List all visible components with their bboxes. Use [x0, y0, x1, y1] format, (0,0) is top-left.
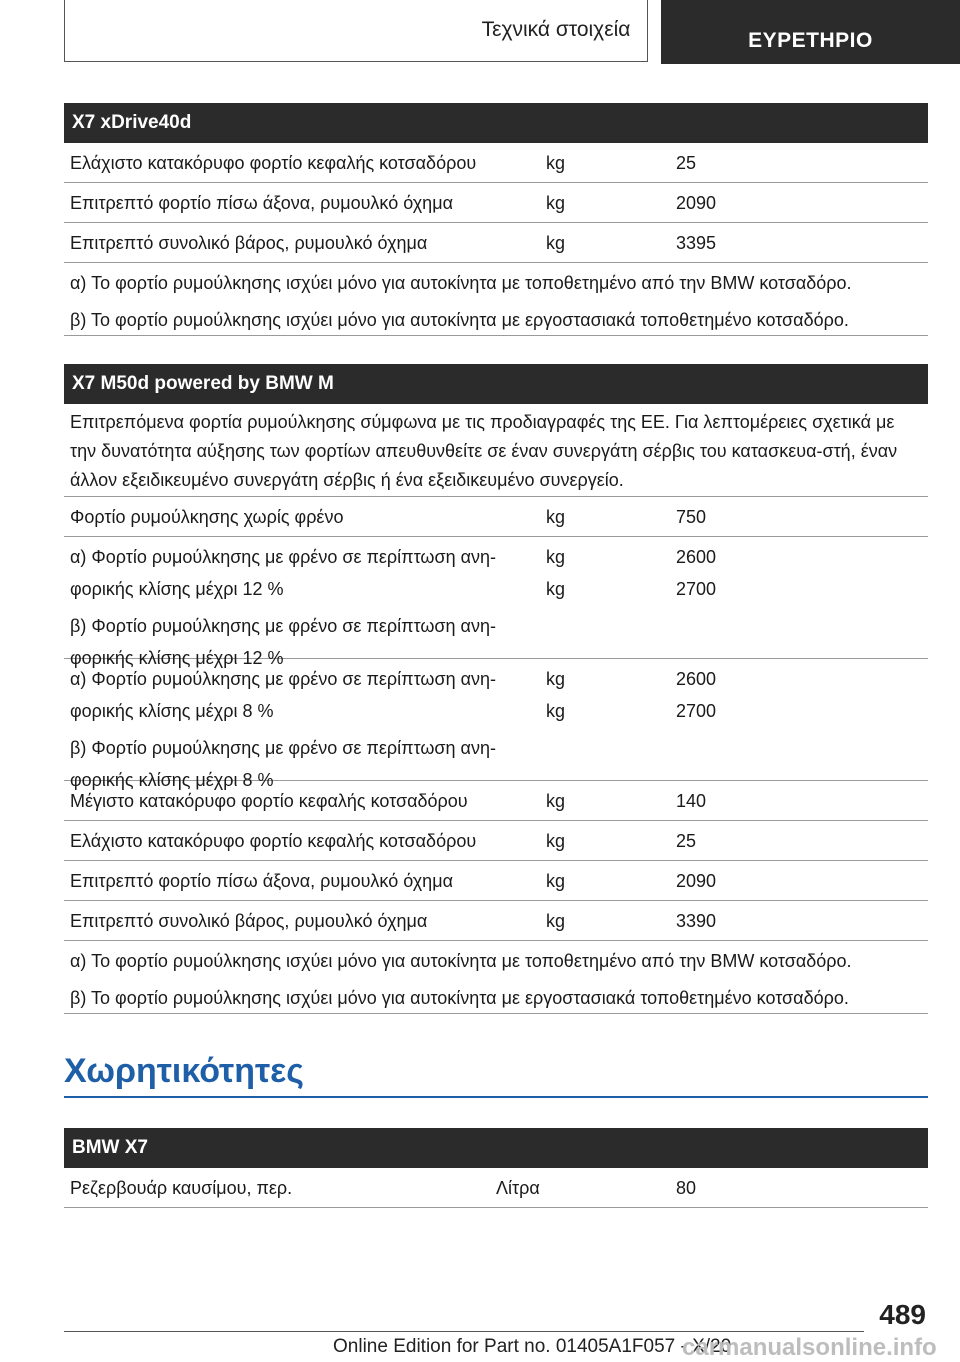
row-unit-a: kg [546, 547, 566, 567]
row-unit: kg [546, 507, 566, 527]
row-value-a: 2600 [676, 547, 717, 567]
table-row [64, 183, 928, 223]
edition-text: Online Edition for Part no. 01405A1F057 - X/20 [333, 1336, 732, 1357]
page-number: 489 [879, 1299, 926, 1330]
intro-row [64, 404, 928, 497]
row-label: Επιτρεπτό φορτίο πίσω άξονα, ρυμουλκό όχημα [70, 193, 453, 213]
row-label: Ρεζερβουάρ καυσίμου, περ. [70, 1178, 293, 1198]
row-value: 2090 [676, 871, 717, 891]
table-bmw-x7-capacities [64, 1128, 928, 1208]
table-row [64, 143, 928, 183]
row-label: Επιτρεπτό συνολικό βάρος, ρυμουλκό όχημα [70, 233, 428, 253]
intro-text: Επιτρεπόμενα φορτία ρυμούλκησης σύμφωνα με τις προδιαγραφές της ΕΕ. Για λεπτομέρειες σχετικά με την δυνατότητα αύξησης των φορτίων απευθυνθείτε σε έναν συνεργάτη σέρβις του κατασκευα-στή, έναν άλλον εξειδικευμένο συνεργάτη σέρβις ή ένα εξειδικευμένο συνεργείο. [70, 412, 898, 490]
row-label: Επιτρεπτό φορτίο πίσω άξονα, ρυμουλκό όχημα [70, 871, 453, 891]
table-row [64, 781, 928, 821]
footer-divider [64, 1331, 864, 1332]
row-label: Φορτίο ρυμούλκησης χωρίς φρένο [70, 507, 344, 527]
table-title: X7 M50d powered by BMW M [64, 364, 928, 404]
row-value: 3395 [676, 233, 717, 253]
tab-index-label: ΕΥΡΕΤΗΡΙΟ [748, 29, 873, 52]
row-unit-b: kg [546, 701, 566, 721]
row-value-b: 2700 [676, 579, 717, 599]
table-row [64, 821, 928, 861]
note-b: β) Το φορτίο ρυμούλκησης ισχύει μόνο για αυτοκίνητα με εργοστασιακά τοποθετημένο κοτσαδόρο. [70, 310, 849, 330]
section-divider [64, 1096, 928, 1098]
table-title: X7 xDrive40d [64, 103, 928, 143]
watermark: carmanualsonline.info [682, 1334, 937, 1361]
row-label-b: β) Φορτίο ρυμούλκησης με φρένο σε περίπτωση ανη-φορικής κλίσης μέχρι 8 % [70, 738, 496, 790]
row-unit: kg [546, 911, 566, 931]
notes-row [64, 263, 928, 336]
note-a: α) Το φορτίο ρυμούλκησης ισχύει μόνο για αυτοκίνητα με τοποθετημένο από την BMW κοτσαδόρο. [70, 951, 852, 971]
row-unit-b: kg [546, 579, 566, 599]
row-value-b: 2700 [676, 701, 717, 721]
row-label: Μέγιστο κατακόρυφο φορτίο κεφαλής κοτσαδόρου [70, 791, 468, 811]
row-unit: kg [546, 871, 566, 891]
table-row [64, 901, 928, 941]
row-unit: kg [546, 233, 566, 253]
row-label: Ελάχιστο κατακόρυφο φορτίο κεφαλής κοτσαδόρου [70, 153, 477, 173]
row-label-b: β) Φορτίο ρυμούλκησης με φρένο σε περίπτωση ανη-φορικής κλίσης μέχρι 12 % [70, 616, 496, 668]
table-x7-xdrive40d [64, 103, 928, 336]
tab-index[interactable] [661, 0, 960, 64]
row-unit-a: kg [546, 669, 566, 689]
table-title: BMW X7 [64, 1128, 928, 1168]
row-unit: kg [546, 831, 566, 851]
row-unit: kg [546, 153, 566, 173]
row-value-a: 2600 [676, 669, 717, 689]
tab-technical-data[interactable]: Τεχνικά στοιχεία [481, 18, 631, 41]
notes-row [64, 941, 928, 1014]
section-heading-capacities: Χωρητικότητες [64, 1052, 304, 1090]
row-label: Ελάχιστο κατακόρυφο φορτίο κεφαλής κοτσαδόρου [70, 831, 477, 851]
row-value: 750 [676, 507, 707, 527]
row-label: Επιτρεπτό συνολικό βάρος, ρυμουλκό όχημα [70, 911, 428, 931]
table-row [64, 861, 928, 901]
row-value: 25 [676, 153, 697, 173]
table-row-8-percent [64, 659, 928, 790]
row-label-a: α) Φορτίο ρυμούλκησης με φρένο σε περίπτωση ανη-φορικής κλίσης μέχρι 12 % [70, 547, 497, 599]
row-value: 2090 [676, 193, 717, 213]
row-label-a: α) Φορτίο ρυμούλκησης με φρένο σε περίπτωση ανη-φορικής κλίσης μέχρι 8 % [70, 669, 497, 721]
row-value: 80 [676, 1178, 697, 1198]
row-value: 140 [676, 791, 707, 811]
table-row [64, 497, 928, 537]
table-row [64, 223, 928, 263]
row-unit: kg [546, 791, 566, 811]
note-a: α) Το φορτίο ρυμούλκησης ισχύει μόνο για αυτοκίνητα με τοποθετημένο από την BMW κοτσαδόρο. [70, 273, 852, 293]
table-row [64, 1168, 928, 1208]
row-unit: Λίτρα [496, 1178, 540, 1198]
row-unit: kg [546, 193, 566, 213]
row-value: 25 [676, 831, 697, 851]
table-x7-m50d [64, 364, 928, 1014]
row-value: 3390 [676, 911, 717, 931]
note-b: β) Το φορτίο ρυμούλκησης ισχύει μόνο για αυτοκίνητα με εργοστασιακά τοποθετημένο κοτσαδόρο. [70, 988, 849, 1008]
table-row-12-percent [64, 537, 928, 668]
